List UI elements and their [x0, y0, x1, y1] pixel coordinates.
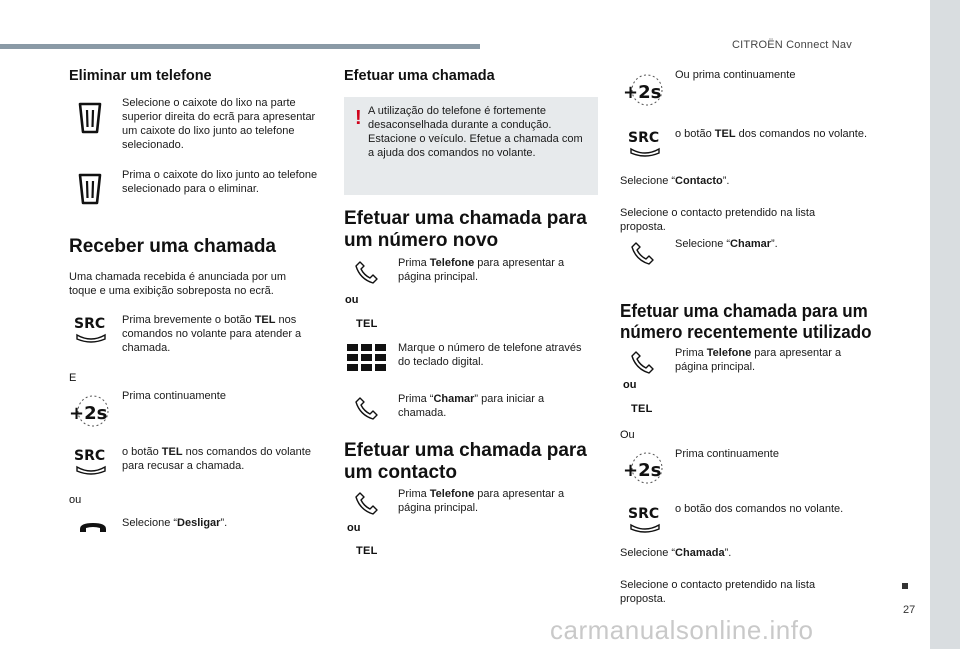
- select-contact: Selecione “Contacto”.: [620, 175, 730, 187]
- warning-icon: !: [355, 107, 362, 129]
- select-from-list: Selecione o contacto pretendido na lista proposta.: [620, 207, 816, 233]
- phone-icon: [354, 490, 380, 516]
- section-title-new-number: [344, 208, 587, 252]
- src-button-icon: [628, 506, 664, 536]
- section-title-recent-number: [620, 300, 872, 342]
- steering-control-icon: [628, 523, 662, 533]
- two-s-label: +2s: [623, 460, 662, 481]
- section-title-contact-call: [344, 440, 587, 484]
- select-from-list-2: Selecione o contacto pretendido na lista proposta.: [620, 579, 816, 605]
- select-hangup: Selecione “Desligar”.: [122, 517, 228, 529]
- or-label: ou: [623, 379, 637, 391]
- src-step: o botão TEL dos comandos no volante.: [675, 128, 868, 140]
- continuation-marker: [902, 583, 908, 589]
- recent-src-step: o botão dos comandos no volante.: [675, 503, 844, 515]
- new-number-step-3: Prima “Chamar” para iniciar a chamada.: [398, 393, 545, 419]
- delete-step-1: Selecione o caixote do lixo na parte superior direita do ecrã para apresentar um caixote do lixo junto ao telefone selecionado.: [122, 97, 316, 151]
- section-title-make-call: Efetuar uma chamada: [344, 68, 495, 84]
- steering-control-icon: [74, 465, 108, 475]
- tel-label: TEL: [356, 545, 378, 557]
- phone-icon: [354, 395, 380, 421]
- hold-indicator-icon: [620, 73, 666, 107]
- press-long-text: Prima continuamente: [122, 390, 226, 402]
- tel-label: TEL: [356, 318, 378, 330]
- title-line-2: um contacto: [344, 462, 457, 483]
- title-line-1: Efetuar uma chamada para um: [620, 300, 868, 321]
- press-long-text: Prima continuamente: [675, 448, 779, 460]
- src-label: SRC: [628, 506, 660, 522]
- press-long-or: Ou prima continuamente: [675, 69, 796, 81]
- running-header: CITROËN Connect Nav: [732, 39, 852, 51]
- contact-step-1: Prima Telefone para apresentar a página principal.: [398, 488, 565, 514]
- title-line-1: Efetuar uma chamada para: [344, 440, 587, 461]
- phone-icon: [630, 349, 656, 375]
- select-calls: Selecione “Chamada”.: [620, 547, 732, 559]
- trash-icon: [77, 101, 103, 135]
- src-label: SRC: [628, 130, 660, 146]
- title-line-2: número recentemente utilizado: [620, 321, 872, 342]
- new-number-step-2: Marque o número de telefone através do teclado digital.: [398, 342, 582, 368]
- reject-step: o botão TEL nos comandos do volante para recusar a chamada.: [122, 446, 311, 472]
- or-label: ou: [345, 294, 359, 306]
- page-number: 27: [903, 604, 916, 616]
- two-s-label: +2s: [623, 82, 662, 103]
- src-label: SRC: [74, 316, 106, 332]
- steering-control-icon: [74, 333, 108, 343]
- and-label: E: [69, 372, 77, 384]
- two-s-label: +2s: [69, 403, 108, 424]
- recent-step-1: Prima Telefone para apresentar a página principal.: [675, 347, 842, 373]
- phone-icon: [354, 259, 380, 285]
- or-label: ou: [69, 494, 82, 506]
- new-number-step-1: Prima Telefone para apresentar a página principal.: [398, 257, 565, 283]
- receive-step-1: Prima brevemente o botão TEL nos comandos no volante para atender a chamada.: [122, 314, 302, 354]
- steering-control-icon: [628, 147, 662, 157]
- or-label-cap: Ou: [620, 429, 635, 441]
- warning-text: A utilização do telefone é fortemente desaconselhada durante a condução. Estacione o veículo. Efetue a chamada com a ajuda dos comandos no volante.: [368, 105, 583, 159]
- tel-label: TEL: [631, 403, 653, 415]
- or-label: ou: [347, 522, 361, 534]
- press-2s-icon: [620, 73, 666, 107]
- page-edge-tab: [930, 0, 960, 649]
- delete-step-2: Prima o caixote do lixo junto ao telefone selecionado para o eliminar.: [122, 169, 318, 195]
- src-label: SRC: [74, 448, 106, 464]
- phone-icon: [630, 240, 656, 266]
- keypad-icon: [347, 344, 387, 372]
- src-button-icon: [74, 448, 110, 478]
- header-rule: [0, 44, 480, 49]
- press-2s-icon: [620, 451, 666, 485]
- hold-indicator-icon: [620, 451, 666, 485]
- press-2s-icon: [66, 394, 112, 428]
- hold-indicator-icon: [66, 394, 112, 428]
- trash-icon: [77, 172, 103, 206]
- title-line-1: Efetuar uma chamada para: [344, 208, 587, 229]
- select-call: Selecione “Chamar”.: [675, 238, 778, 250]
- src-button-icon: [74, 316, 110, 346]
- watermark: carmanualsonline.info: [550, 615, 814, 645]
- section-title-receive-call: Receber uma chamada: [69, 236, 276, 257]
- title-line-2: um número novo: [344, 230, 499, 251]
- section-title-delete-phone: Eliminar um telefone: [69, 68, 212, 84]
- hang-up-icon: [78, 520, 108, 534]
- src-button-icon: [628, 130, 664, 160]
- receive-intro: Uma chamada recebida é anunciada por um toque e uma exibição sobreposta no ecrã.: [69, 271, 287, 297]
